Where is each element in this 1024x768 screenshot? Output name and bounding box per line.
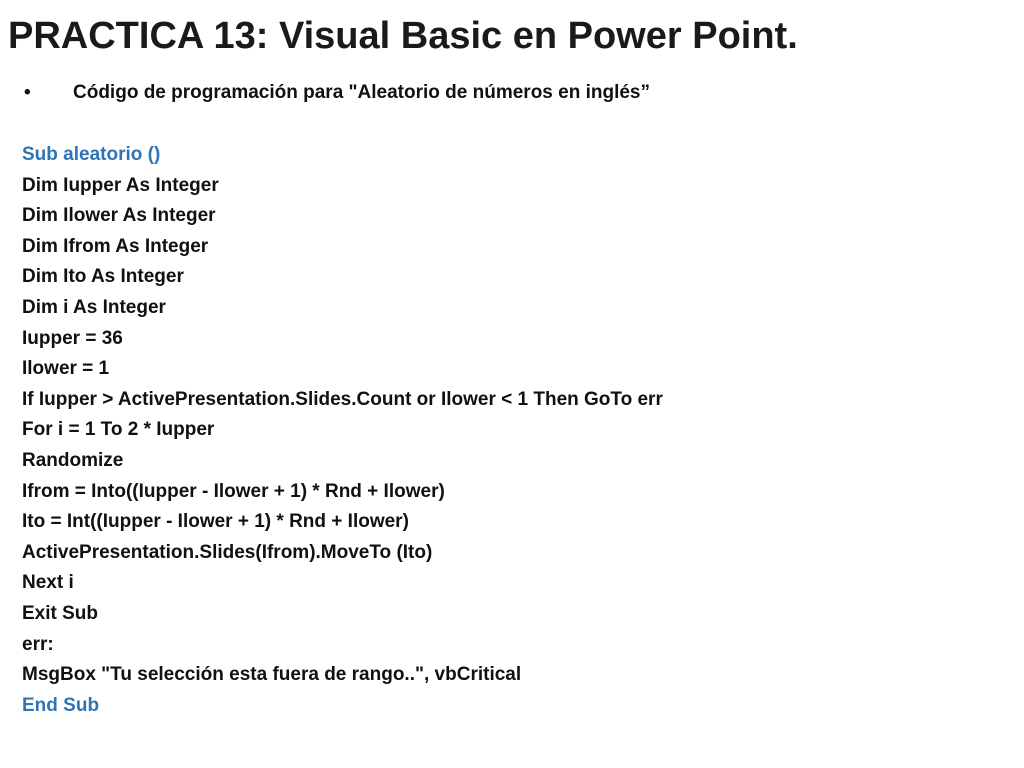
bullet-item <box>24 82 650 104</box>
code-line: Dim Ifrom As Integer <box>22 235 209 257</box>
code-line: Iupper = 36 <box>22 327 123 349</box>
code-line: Ilower = 1 <box>22 358 110 380</box>
code-line: Ifrom = Into((Iupper - Ilower + 1) * Rnd + Ilower) <box>22 480 445 502</box>
code-line: Ito = Int((Iupper - Ilower + 1) * Rnd + Ilower) <box>22 511 409 533</box>
code-line: Next i <box>22 572 74 594</box>
code-line: Dim i As Integer <box>22 296 166 318</box>
code-block <box>22 140 663 721</box>
code-line: For i = 1 To 2 * Iupper <box>22 419 215 441</box>
code-line: End Sub <box>22 694 100 716</box>
code-line: Randomize <box>22 449 124 471</box>
code-line: Dim Iupper As Integer <box>22 174 219 196</box>
bullet-icon: • <box>24 82 31 103</box>
code-line: ActivePresentation.Slides(Ifrom).MoveTo (Ito) <box>22 541 433 563</box>
code-line: err: <box>22 633 54 655</box>
code-line: If Iupper > ActivePresentation.Slides.Count or Ilower < 1 Then GoTo err <box>22 388 663 410</box>
slide-title: PRACTICA 13: Visual Basic en Power Point. <box>8 15 798 57</box>
code-line: Dim Ilower As Integer <box>22 205 216 227</box>
code-line: Exit Sub <box>22 602 99 624</box>
bullet-text: Código de programación para "Aleatorio de números en inglés” <box>73 82 650 103</box>
code-line: MsgBox "Tu selección esta fuera de rango..", vbCritical <box>22 664 522 686</box>
code-line: Dim Ito As Integer <box>22 266 184 288</box>
code-line: Sub aleatorio () <box>22 144 161 165</box>
